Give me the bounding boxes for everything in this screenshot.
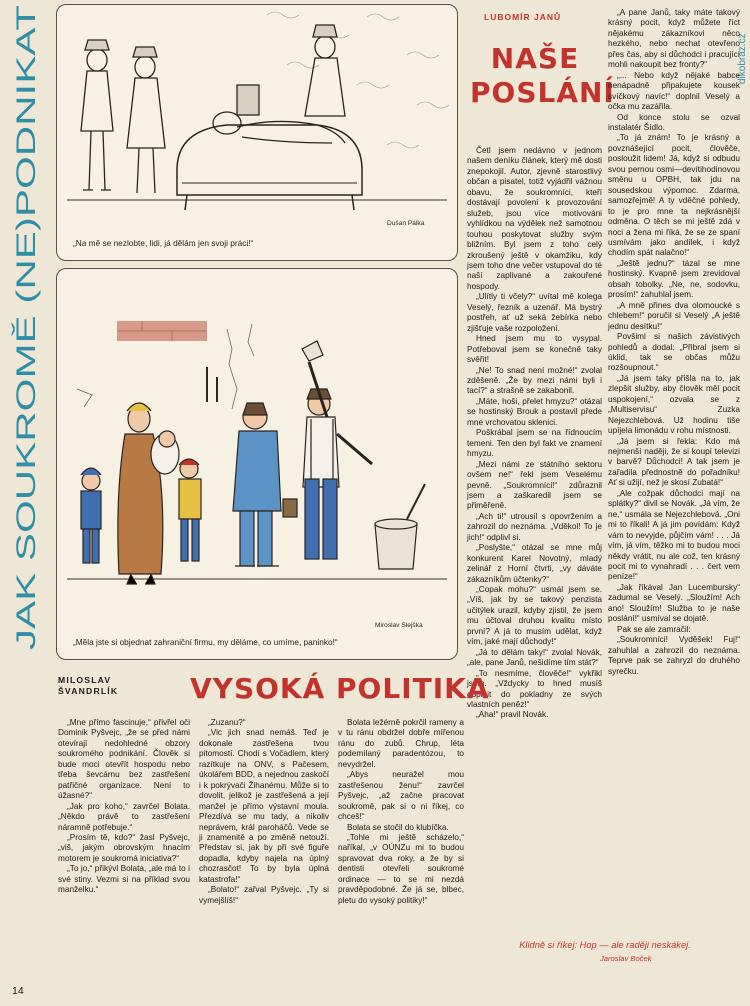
paragraph: Pak se ale zamračil: bbox=[617, 624, 691, 634]
paragraph: „Tohle mi ještě scházelo,“ naříkal, „v OÚNZu mi to budou spravovat dva roky, a že by si dentisti otevřeli soukromé ordinace — to se mi nezdá pravděpodobné. Že já se, blbec, pletu do vysoký politiky!“ bbox=[338, 832, 464, 905]
paragraph: „Copak mohu?“ usmál jsem se. „Víš, jak by se takový penzista učitýlek urazil, kdyby zjistil, že jsem mu účtoval druhou kvalitu místo první? A já to musím udělat, když vím, jaké mají důchody!“ bbox=[467, 585, 602, 647]
paragraph: „A pane Janů, taky máte takový krásný pocit, když můžete říct nějakému zákazníkovi něco hezkého, nebo nechat otevřeno přes čas, aby si důchodci i pracující mohli nakoupit bez fronty?“ bbox=[608, 8, 740, 70]
paragraph: „Ale cožpak důchodci mají na splátky?“ divil se Novák. „Já vím, že ne,“ usmála se Nejezchlebová. „Oni mi to říkali! A já jim povídám: Když vám to nevyjde, půjčím vám! . . . Já vím, já vím, těžko mi to budou moci někdy vrátit, nu ale což, ten krásný pocit mi to vynahradí . . . čert vem peníze!“ bbox=[608, 488, 740, 582]
paragraph: „Prosím tě, kdo?“ žasl Pyšvejc, „viš, jakým obrovským hnacím motorem je soukromá iniciativa?“ bbox=[58, 832, 190, 863]
cartoon-1 bbox=[56, 4, 458, 261]
series-title-text: JAK SOUKROMĚ (NE)PODNIKAT bbox=[11, 236, 41, 650]
paragraph: „To já znám! To je krásný a povznášející pocit, člověče, posloužit lidem! Já, když si odbudu svou pernou osmi—devítihodinovou směnu u OPBH, tak jdu na sousedskou výpomoc. Zdarma, samozřejmě! A ty vděčné pohledy, to je pro mne ta nejkrásnější odměna. O těch se mi ještě zdá v noci a žena mi říká, že se ze spaní usmívám jako andílek, i když chodím spát nalačno!“ bbox=[608, 133, 740, 258]
paragraph: Hned jsem mu to vysypal. Potřeboval jsem se konečně taky svěřit! bbox=[467, 334, 602, 365]
paragraph: „A mně přines dva olomoucké s chlebem!“ poručil si Veselý „A ještě jednu desítku!“ bbox=[608, 300, 740, 331]
cartoon-2-drawing bbox=[57, 269, 457, 659]
paragraph: „Vic jich snad nemáš. Teď je dokonale zastřešena tvou pitomostí. Chodí s Vočadlem, který razítkuje na ONV, s Pačesem, úkolářem BDD, a nejednou zaskočí i k pokrývači Žihanému. Může si to dovolit, jelikož je zastřešená a její manžel je přímo výstavní moula. Přezdívá se mu tady, a nikoliv neprávem, král paroháčů. Vede se ji znamenitě a po změně netouží. Představ si, jak by při své figuře dopadla, kdyby najela na úplný chozrasčot! To by byla úplná katastrofa!“ bbox=[199, 728, 329, 884]
slogan-author: Jaroslav Boček bbox=[600, 954, 652, 963]
article2-author bbox=[58, 675, 118, 697]
website-text: dikobraz.cz bbox=[737, 33, 748, 84]
article2-column-2 bbox=[199, 718, 329, 906]
paragraph: „... Nebo když nějaké babce nenápadně připakujete kousek svíčkový navíc!“ doplnil Veselý a očka mu zazářila. bbox=[608, 70, 740, 112]
page-number: 14 bbox=[12, 985, 24, 997]
paragraph: Od konce stolu se ozval instalatér Šídlo. bbox=[608, 112, 740, 132]
paragraph: „Ulítly ti včely?“ uvítal mě kolega Veselý, řezník a uzenář. Má bystrý postřeh, ať už seká žebírka nebo zjišťuje vaše rozpoložení. bbox=[467, 292, 602, 333]
paragraph: „Jak pro koho,“ zavrčel Bolata. „Někdo právě to zastřešení náramně potřebuje.“ bbox=[58, 801, 190, 832]
cartoon-1-credit: Dušan Pálka bbox=[387, 220, 425, 227]
paragraph: „Máte, hoši, přelet hmyzu?“ otázal se hostinský Brouk a postavil přede mne vrchovatou sklenici. bbox=[467, 396, 602, 427]
cartoon-2 bbox=[56, 268, 458, 660]
slogan-text: Klidně si říkej: Hop — ale raději neskákej. bbox=[519, 940, 691, 950]
paragraph: „Já to dělám taky!“ zvolal Novák, „ale, pane Janů, nešidíme tím stát?“ bbox=[467, 647, 602, 668]
article2-author-line1: MILOSLAV bbox=[58, 675, 112, 685]
article1-title-line2: POSLÁNÍ bbox=[470, 76, 615, 109]
article2-column-1 bbox=[58, 718, 190, 896]
paragraph: Bolata se stočil do klubíčka. bbox=[347, 822, 449, 832]
paragraph: „Jak říkával Jan Lucembursky“ zadumal se Veselý. „Sloužím! Ach ano! Sloužím! Služba to je naše poslání!“ usmíval se dojatě. bbox=[608, 582, 740, 624]
article1-title-line1: NAŠE bbox=[490, 42, 580, 75]
cartoon-2-credit: Miroslav Slejška bbox=[375, 622, 423, 629]
paragraph: „Ne! To snad není možné!“ zvolal zděšeně. „Že by mezi námi byli i tací?“ a strašně se zakabonil. bbox=[467, 365, 602, 396]
paragraph: „Mne přímo fascinuje,“ přivřel oči Dominik Pyšvejc, „že se před námi otevírají nedohledné obzory soukromého podnikání. Člověk si bude moci otevřít hospodu nebo třeba ševcárnu bez zastřešení patřičné organizace. Není to úžasné?“ bbox=[58, 718, 190, 801]
article2-title: VYSOKÁ POLITIKA bbox=[190, 672, 490, 705]
series-title bbox=[6, 0, 42, 655]
article1-column-1 bbox=[467, 146, 602, 721]
cartoon-1-caption: „Na mě se nezlobte, lidi, já dělám jen svoji práci!“ bbox=[73, 238, 254, 248]
article1-author: LUBOMÍR JANŮ bbox=[484, 12, 562, 22]
paragraph: „Bolato!“ zařval Pyšvejc. „Ty si vymejšlíš!“ bbox=[199, 885, 329, 905]
paragraph: „Zuzanu?“ bbox=[208, 718, 246, 727]
paragraph: „Já jsem si řekla: Kdo má nejmenší naději, že si koupí televizi v barvě? Důchodci! A tak jsem je zařadila přednostně do pořadníku! Ať si užijí, než je skosí Zubatá!“ bbox=[608, 436, 740, 488]
paragraph: Četl jsem nedávno v jednom našem deníku článek, který mě dosti znepokojil. Autor, zjevně starostlivý občan a pisatel, totiž vyjádřil vážnou obavu, že soukromníci, kteří dostávají povolení k provozování služeb, jsou více motivováni vyhlídkou na výdělek než samotnou touhou poskytovat služby svým bližním. Byl jsem z toho celý zkroušený ještě v okamžiku, kdy jsem toho dne večer vstupoval do té naší zaplivané a zakouřené hospody. bbox=[467, 146, 602, 291]
article1-column-2 bbox=[608, 8, 740, 677]
article2-author-line2: ŠVANDRLÍK bbox=[58, 686, 119, 696]
paragraph: „Já jsem taky přišla na to, jak zlepšit služby, aby člověk měl pocit uspokojení,“ ozvala se z „Multiservisu“ Zuzka Nejezchlebová. Už hodinu tiše upíjela limonádu v rohu místnosti. bbox=[608, 373, 740, 436]
paragraph: Bolata ležérně pokrčil rameny a v tu ránu obdržel dobře mířenou ránu do zubů. Chrup, léta podemílaný paradentózou, to nevydržel. bbox=[338, 718, 464, 769]
paragraph: „Ještě jednu?“ tázal se mne hostinský. Kvapně jsem zrevidoval obsah tobolky. „Ne, ne, sodovku, prosím!“ zahuhlal jsem. bbox=[608, 258, 740, 300]
article2-column-3 bbox=[338, 718, 464, 906]
article1-title bbox=[470, 42, 615, 110]
paragraph: „Soukromníci! Vyděšek! Fuj!“ zahuhlal a zahrozil do neznáma. Teprve pak se zahryzl do druhého syrečku. bbox=[608, 635, 740, 676]
paragraph: „To nesmíme, člověče!“ vykřikl jsem. „Vždycky to hned musíš doplnit do pokladny ze svých vlastních peněz!“ bbox=[467, 668, 602, 710]
paragraph: „Abys neuražel mou zastřešenou ženu!“ zavrčel Pyšvejc, „až začne pracovat soukromě, pak si o ni říkej, co chceš!“ bbox=[338, 770, 464, 822]
paragraph: „Mezi námi ze státního sektoru ovšem ne!“ řekl jsem Veselému pevně. „Soukromníci!“ zdůraznil jsem a zaškaredil jsem se přiměřeně. bbox=[467, 459, 602, 511]
paragraph: „Ach ti!“ utrousil s opovržením a zahrozil do neznáma. „Vděkol! To je jich!“ odplivl si. bbox=[467, 511, 602, 542]
paragraph: „To jo,“ přikývl Bolata, „ale má to i své stiny. Vezmi si na příklad svou manželku.“ bbox=[58, 864, 190, 895]
paragraph: Povšiml si našich závistivých pohledů a dodal: „Přibral jsem si úklid, tak se občas můžu rozšoupnout.“ bbox=[608, 332, 740, 373]
paragraph: Poškrábal jsem se na řídnoucím temeni. Ten den byl fakt ve znamení hmyzu. bbox=[467, 428, 602, 459]
paragraph: „Aha!“ pravil Novák. bbox=[476, 710, 549, 720]
paragraph: „Poslyšte,“ otázal se mne můj konkurent Karel Novotný, mladý zelinář z Horní čtvrti, „vy dáváte zákazníkům účtenky?“ bbox=[467, 543, 602, 584]
cartoon-2-caption: „Měla jste si objednat zahraniční firmu, my děláme, co umíme, paninko!“ bbox=[73, 637, 338, 647]
